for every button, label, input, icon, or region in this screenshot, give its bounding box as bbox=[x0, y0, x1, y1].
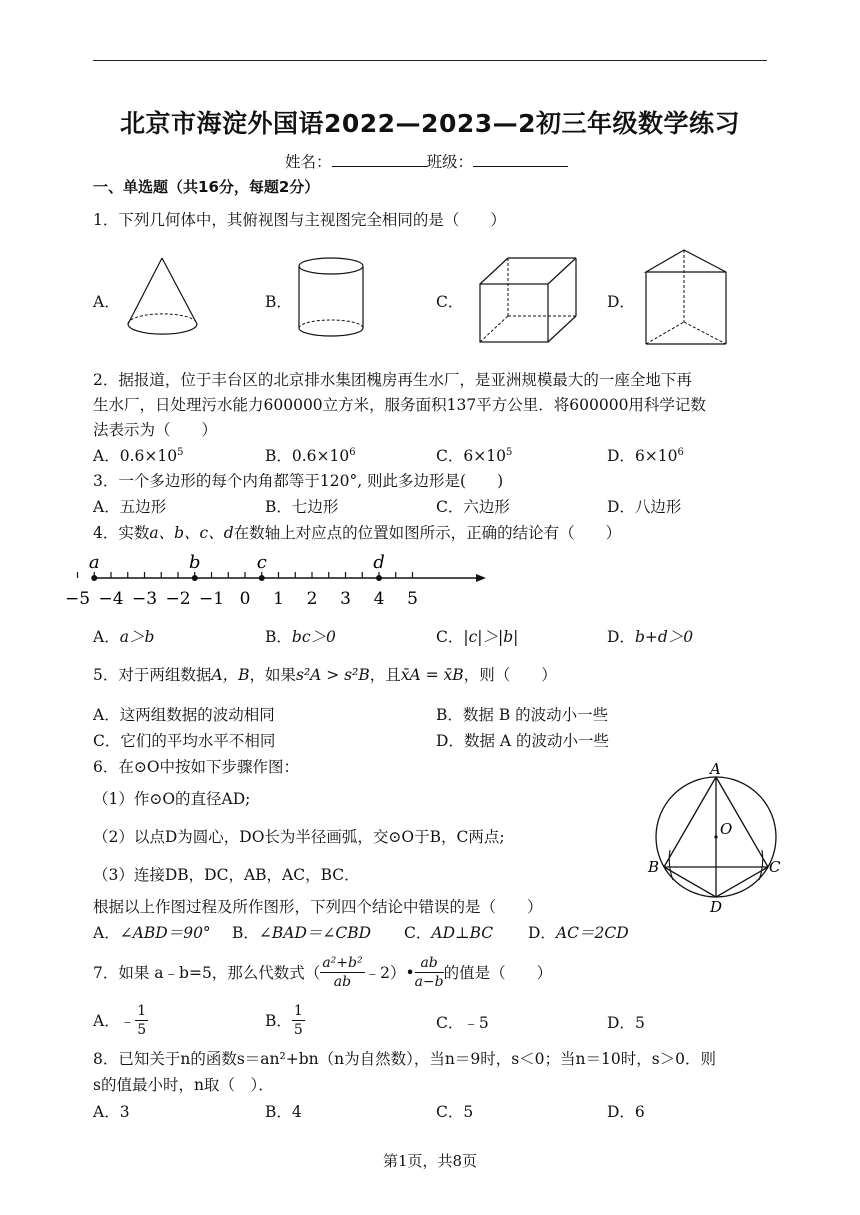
q7-option-c: C．﹣5 bbox=[436, 1014, 489, 1032]
q1-option-a: A． bbox=[93, 293, 120, 311]
number-line-point bbox=[192, 575, 198, 581]
q3-option-d: D．八边形 bbox=[607, 498, 682, 516]
q6-option-a: A．∠ABD＝90° bbox=[93, 924, 211, 942]
number-line-tick-label: −5 bbox=[64, 589, 91, 609]
number-line-tick-labels bbox=[65, 589, 418, 609]
q4-option-d: D．b+d＞0 bbox=[607, 628, 694, 646]
q5-stem: 5．对于两组数据A，B，如果s²A > s²B，且x̄A = x̄B，则（ ） bbox=[93, 666, 557, 684]
q6-step-3: （3）连接DB，DC，AB，AC，BC． bbox=[93, 866, 360, 884]
label-c: C bbox=[769, 858, 781, 876]
q5-mean-condition: x̄A = x̄B bbox=[400, 666, 464, 684]
q8-option-b: B．4 bbox=[265, 1103, 302, 1121]
q7-fraction-1: $\frac{\text{a²+b²}}{ab}$ bbox=[322, 954, 363, 990]
page-footer: 第1页，共8页 bbox=[382, 1152, 478, 1170]
q2-option-c: C．$6\times 10^5$ bbox=[436, 447, 513, 465]
q8-option-a: A．3 bbox=[93, 1103, 130, 1121]
number-line-ticks bbox=[78, 572, 413, 578]
number-line-tick-label: 3 bbox=[340, 589, 351, 609]
q1-option-d: D． bbox=[607, 293, 635, 311]
q6-option-b: B．∠BAD＝∠CBD bbox=[232, 924, 372, 942]
q1-option-b: B． bbox=[265, 293, 292, 311]
q6-option-c: C．AD⊥BC bbox=[404, 924, 494, 942]
number-line-tick-label: −4 bbox=[98, 589, 124, 609]
q5-variance-condition: s²A > s²B bbox=[295, 666, 370, 684]
q2-line-2: 生水厂，日处理污水能力600000立方米，服务面积137平方公里．将600000用科学记数 bbox=[93, 396, 706, 414]
q2-option-d: D．$6\times 10^6$ bbox=[607, 447, 684, 465]
q6-step-1: （1）作⊙O的直径AD; bbox=[93, 790, 251, 808]
number-line-tick-label: −3 bbox=[131, 589, 158, 609]
name-label: 姓名： bbox=[285, 153, 332, 171]
q5-option-d: D．数据 A 的波动小一些 bbox=[436, 732, 609, 750]
triangular-prism-icon bbox=[640, 246, 740, 350]
number-line-point-label: b bbox=[188, 552, 201, 573]
page-title: 北京市海淀外国语2022—2023—2初三年级数学练习 bbox=[119, 109, 741, 138]
section-heading: 一、单选题（共16分，每题2分） bbox=[93, 178, 320, 196]
number-line-tick-label: 1 bbox=[273, 589, 284, 609]
q4-option-a: A．a＞b bbox=[93, 628, 155, 646]
number-line-point-label: d bbox=[373, 552, 385, 573]
q7-fraction-2: $\frac{ab}{a-b}$ bbox=[414, 954, 444, 990]
q1-stem: 1．下列几何体中，其俯视图与主视图完全相同的是（ ） bbox=[93, 211, 506, 229]
number-line-point-label: c bbox=[256, 552, 267, 573]
label-d: D bbox=[710, 898, 723, 916]
number-line-point bbox=[376, 575, 382, 581]
q4-option-c: C．|c|＞|b| bbox=[436, 628, 519, 646]
number-line-tick-label: −1 bbox=[198, 589, 225, 609]
q1-option-c: C． bbox=[436, 293, 464, 311]
cube-icon bbox=[474, 254, 584, 346]
cylinder-icon bbox=[293, 254, 373, 342]
q7-option-b: B． $\frac{1}{5}$ bbox=[265, 1002, 303, 1038]
number-line-tick-label: −2 bbox=[165, 589, 191, 609]
label-a: A bbox=[710, 760, 721, 778]
q2-option-b: B．$0.6\times 10^6$ bbox=[265, 447, 356, 465]
number-line-points bbox=[89, 552, 385, 581]
class-label: 班级： bbox=[426, 153, 474, 171]
header-rule bbox=[93, 60, 767, 61]
number-line-tick-label: 5 bbox=[407, 589, 418, 609]
student-info bbox=[285, 150, 568, 172]
q3-option-c: C．六边形 bbox=[436, 498, 510, 516]
name-blank bbox=[332, 152, 427, 167]
q2-line-3: 法表示为（ ） bbox=[93, 421, 218, 439]
q7-stem: 7．如果 a﹣b=5，那么代数式（ $\frac{\text{a²+b²}}{ab}$ ﹣2）• $\frac{ab}{a-b}$ 的值是（ ） bbox=[93, 954, 553, 990]
q6-option-d: D．AC＝2CD bbox=[528, 924, 629, 942]
q6-step-2: （2）以点D为圆心，DO长为半径画弧，交⊙O于B，C两点; bbox=[93, 828, 505, 846]
label-b: B bbox=[648, 858, 660, 876]
q8-option-d: D．6 bbox=[607, 1103, 645, 1121]
q7-option-a: A． ﹣ $\frac{1}{5}$ bbox=[93, 1002, 147, 1038]
number-line-point-label: a bbox=[88, 552, 100, 573]
number-line bbox=[64, 548, 490, 614]
q3-option-b: B．七边形 bbox=[265, 498, 339, 516]
q6-stem: 6．在⊙O中按如下步骤作图： bbox=[93, 758, 300, 776]
q7-option-d: D．5 bbox=[607, 1014, 645, 1032]
q5-option-b: B．数据 B 的波动小一些 bbox=[436, 706, 609, 724]
number-line-point bbox=[259, 575, 265, 581]
class-blank bbox=[473, 152, 568, 167]
circle-construction-figure bbox=[640, 762, 790, 914]
q5-option-c: C．它们的平均水平不相同 bbox=[93, 732, 276, 750]
q3-stem: 3．一个多边形的每个内角都等于120°, 则此多边形是( ) bbox=[93, 472, 504, 490]
q3-option-a: A．五边形 bbox=[93, 498, 167, 516]
q8-line-2: s的值最小时，n取（ ）． bbox=[93, 1076, 274, 1094]
q4-stem: 4．实数a、b、c、d在数轴上对应点的位置如图所示，正确的结论有（ ） bbox=[93, 524, 622, 542]
number-line-tick-label: 0 bbox=[239, 589, 251, 609]
q4-option-b: B．bc＞0 bbox=[265, 628, 336, 646]
label-o: O bbox=[720, 820, 733, 838]
number-line-tick-label: 4 bbox=[373, 589, 385, 609]
q8-line-1: 8．已知关于n的函数s＝an²+bn（n为自然数），当n＝9时，s＜0；当n＝10时，s＞0．则 bbox=[93, 1050, 717, 1068]
q5-option-a: A．这两组数据的波动相同 bbox=[93, 706, 275, 724]
cone-icon bbox=[120, 252, 205, 342]
q2-option-a: A．$0.6\times 10^5$ bbox=[93, 447, 184, 465]
q8-option-c: C．5 bbox=[436, 1103, 474, 1121]
number-line-point bbox=[91, 575, 97, 581]
q6-conclusion: 根据以上作图过程及所作图形，下列四个结论中错误的是（ ） bbox=[93, 898, 543, 916]
number-line-tick-label: 2 bbox=[306, 589, 318, 609]
q2-line-1: 2．据报道，位于丰台区的北京排水集团槐房再生水厂，是亚洲规模最大的一座全地下再 bbox=[93, 371, 692, 389]
